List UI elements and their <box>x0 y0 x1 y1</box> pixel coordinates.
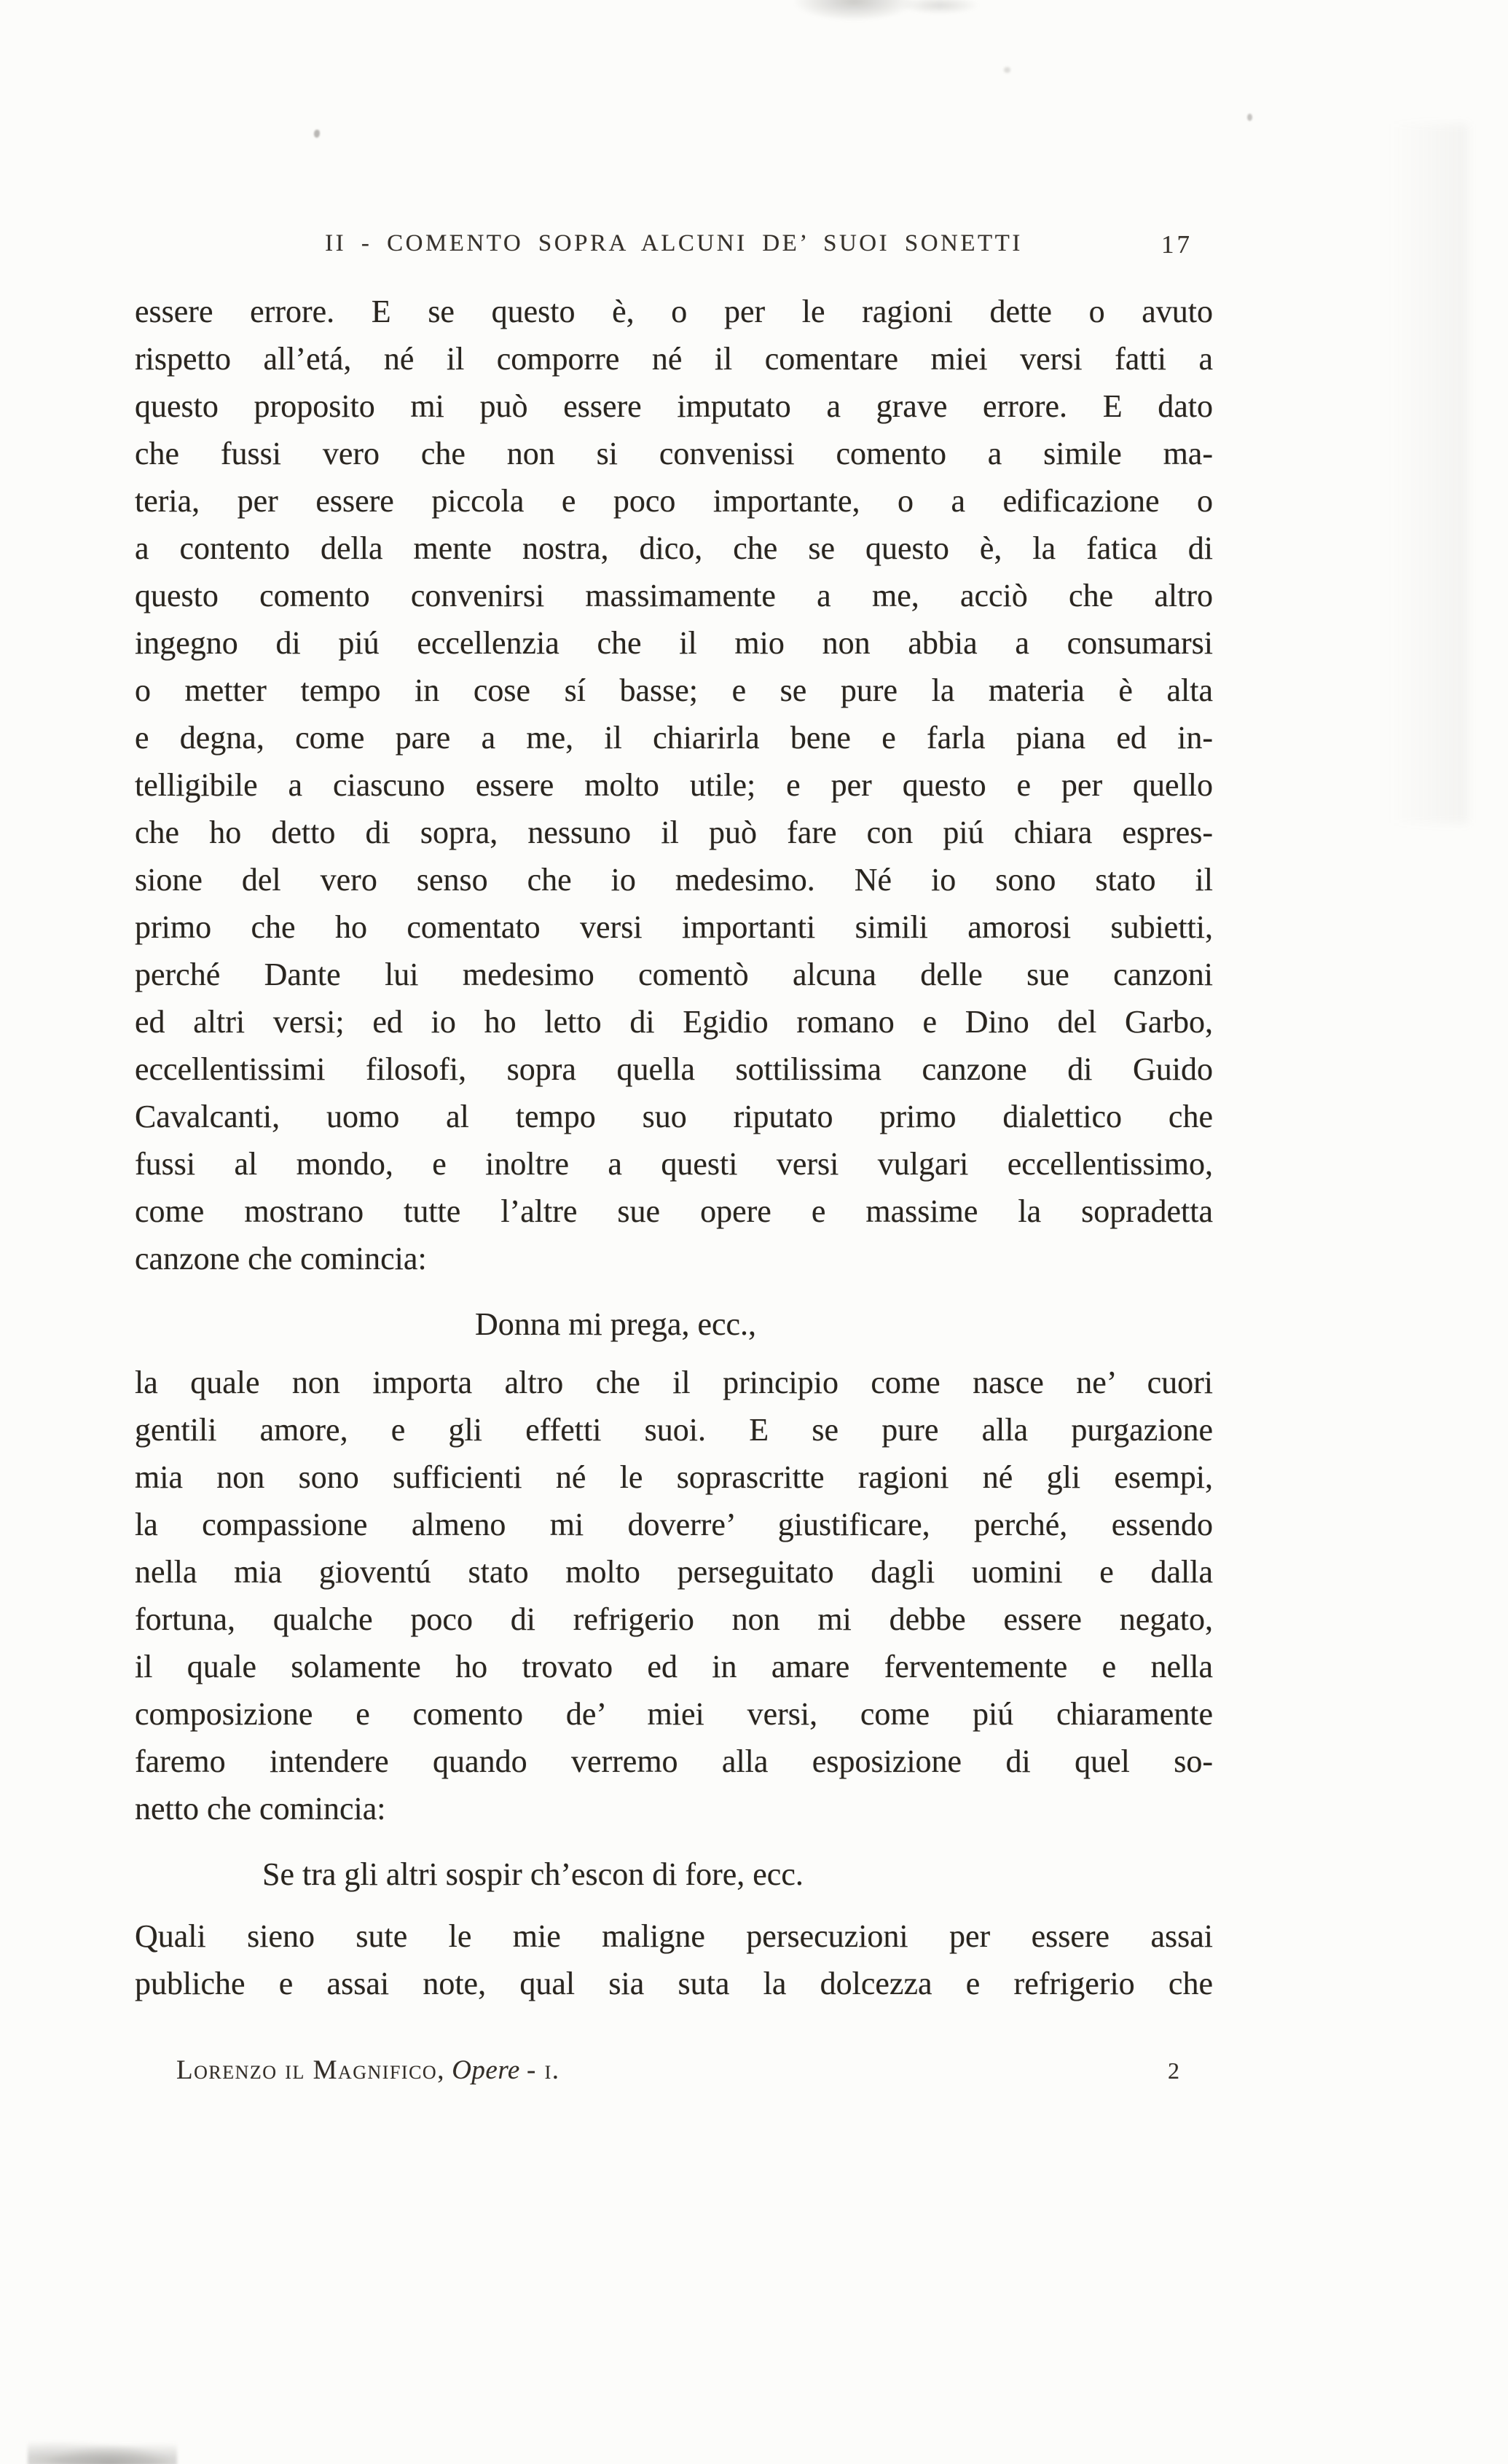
text-line: questo comento convenirsi massimamente a me, acciò che altro <box>135 578 1213 613</box>
text-line: mia non sono sufficienti né le soprascritte ragioni né gli esempi, <box>135 1459 1213 1495</box>
text-line: publiche e assai note, qual sia suta la dolcezza e refrigerio che <box>135 1966 1213 2001</box>
text-line: essere errore. E se questo è, o per le ragioni dette o avuto <box>135 294 1213 329</box>
text-line: netto che comincia: <box>135 1791 386 1827</box>
ink-speck <box>314 130 320 138</box>
work-title: Opere <box>452 2055 520 2085</box>
verse-quote-donna-mi-prega: Donna mi prega, ecc., <box>475 1306 757 1342</box>
text-line: fussi al mondo, e inoltre a questi versi vulgari eccellentissimo, <box>135 1146 1213 1182</box>
sheet-signature: 2 <box>1168 2057 1179 2084</box>
scan-shadow-right-margin <box>1388 124 1468 823</box>
text-line: eccellentissimi filosofi, sopra quella sottilissima canzone di Guido <box>135 1051 1213 1087</box>
text-line: faremo intendere quando verremo alla esposizione di quel so- <box>135 1743 1213 1779</box>
page-footer <box>135 2055 1213 2095</box>
ink-speck <box>1247 114 1252 121</box>
ink-speck <box>1004 67 1010 73</box>
text-line: o metter tempo in cose sí basse; e se pure la materia è alta <box>135 672 1213 708</box>
page-number: 17 <box>1161 230 1193 259</box>
text-block <box>135 288 1213 2007</box>
text-line: Quali sieno sute le mie maligne persecuzioni per essere assai <box>135 1918 1213 1954</box>
text-line: che fussi vero che non si convenissi comento a simile ma- <box>135 436 1213 471</box>
text-line: ingegno di piú eccellenzia che il mio non abbia a consumarsi <box>135 625 1213 661</box>
text-line: telligibile a ciascuno essere molto utile; e per questo e per quello <box>135 767 1213 803</box>
scan-smudge-top <box>790 0 918 22</box>
text-line: la quale non importa altro che il principio come nasce ne’ cuori <box>135 1365 1213 1400</box>
scan-smudge-top-2 <box>900 0 980 15</box>
text-line: a contento della mente nostra, dico, che se questo è, la fatica di <box>135 530 1213 566</box>
text-line: ed altri versi; ed io ho letto di Egidio romano e Dino del Garbo, <box>135 1004 1213 1040</box>
running-head <box>135 230 1213 268</box>
text-line: Cavalcanti, uomo al tempo suo riputato primo dialettico che <box>135 1099 1213 1134</box>
text-line: nella mia gioventú stato molto perseguitato dagli uomini e dalla <box>135 1554 1213 1590</box>
text-line: primo che ho comentato versi importanti simili amorosi subietti, <box>135 909 1213 945</box>
text-line: sione del vero senso che io medesimo. Né io sono stato il <box>135 862 1213 898</box>
text-line: canzone che comincia: <box>135 1241 427 1276</box>
text-line: rispetto all’etá, né il comporre né il comentare miei versi fatti a <box>135 341 1213 377</box>
text-line: gentili amore, e gli effetti suoi. E se pure alla purgazione <box>135 1412 1213 1448</box>
author-name: Lorenzo il Magnifico, <box>176 2055 445 2085</box>
scan-smudge-bottom-left <box>28 2437 177 2464</box>
text-line: come mostrano tutte l’altre sue opere e massime la sopradetta <box>135 1193 1213 1229</box>
verse-quote-se-tra-gli-altri: Se tra gli altri sospir ch’escon di fore, ecc. <box>262 1856 804 1892</box>
text-line: e degna, come pare a me, il chiarirla bene e farla piana ed in- <box>135 720 1213 756</box>
text-line: composizione e comento de’ miei versi, come piú chiaramente <box>135 1696 1213 1732</box>
chapter-title: II - COMENTO SOPRA ALCUNI DE’ SUOI SONETTI <box>325 230 1023 256</box>
text-line: perché Dante lui medesimo comentò alcuna delle sue canzoni <box>135 957 1213 992</box>
text-line: la compassione almeno mi doverre’ giustificare, perché, essendo <box>135 1507 1213 1542</box>
footer-imprint <box>176 2055 560 2086</box>
text-line: che ho detto di sopra, nessuno il può fare con piú chiara espres- <box>135 815 1213 850</box>
text-line: questo proposito mi può essere imputato a grave errore. E dato <box>135 388 1213 424</box>
text-line: fortuna, qualche poco di refrigerio non mi debbe essere negato, <box>135 1601 1213 1637</box>
text-line: teria, per essere piccola e poco importante, o a edificazione o <box>135 483 1213 519</box>
volume-number: - i. <box>527 2055 560 2085</box>
text-line: il quale solamente ho trovato ed in amare ferventemente e nella <box>135 1649 1213 1684</box>
